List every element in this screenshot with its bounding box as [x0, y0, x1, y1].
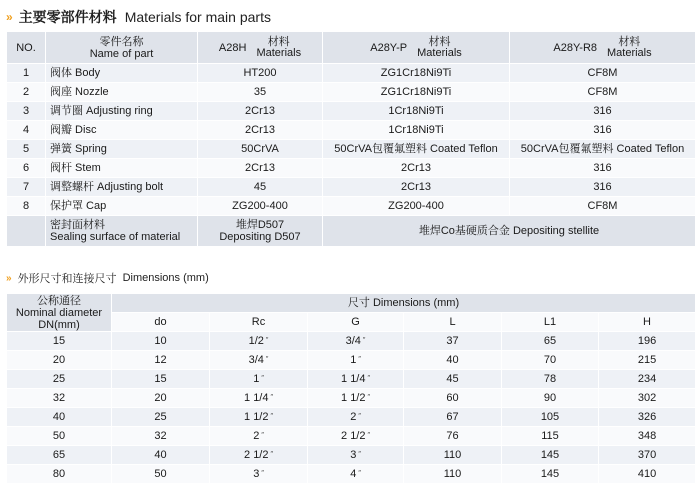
inch-mark: ″ — [358, 413, 361, 420]
dn-cell: 20 — [7, 351, 112, 370]
l1-cell: 65 — [502, 332, 599, 351]
seal-a28h-cell — [198, 216, 323, 247]
dn-cell: 32 — [7, 389, 112, 408]
seal-name-cn: 密封面材料 — [50, 219, 105, 231]
g-value: 1 — [350, 354, 357, 366]
col-header-l: L — [404, 313, 502, 332]
g-cell — [308, 446, 404, 465]
inch-mark: ″ — [358, 356, 361, 363]
inch-mark: ″ — [261, 470, 264, 477]
seal-row — [7, 216, 696, 247]
l-cell: 37 — [404, 332, 502, 351]
table-row — [7, 159, 696, 178]
inch-mark: ″ — [265, 356, 269, 363]
rc-cell — [210, 351, 308, 370]
g-value: 1 1/4 — [341, 373, 366, 385]
a28yp-material-cell: ZG200-400 — [323, 197, 510, 216]
a28h-material-cell: 2Cr13 — [198, 102, 323, 121]
table-row — [7, 64, 696, 83]
h-cell: 302 — [599, 389, 696, 408]
table-row — [7, 370, 696, 389]
chevron-double-right-icon: » — [6, 10, 11, 24]
a28yp-material-cell: ZG1Cr18Ni9Ti — [323, 83, 510, 102]
a28yr8-material-cell: CF8M — [510, 64, 696, 83]
g-cell — [308, 351, 404, 370]
h-cell: 370 — [599, 446, 696, 465]
part-name-cell: 调节圈 Adjusting ring — [46, 102, 198, 121]
table-row — [7, 178, 696, 197]
l-cell: 110 — [404, 446, 502, 465]
part-name-en: Name of part — [89, 47, 154, 60]
a28yp-material-cell: 50CrVA包覆氟塑料 Coated Teflon — [323, 140, 510, 159]
col-header-part — [46, 32, 198, 64]
part-name-cell: 调整螺杆 Adjusting bolt — [46, 178, 198, 197]
table-row — [7, 351, 696, 370]
materials-table — [6, 31, 696, 247]
rc-cell — [210, 389, 308, 408]
part-name-cell: 阀座 Nozzle — [46, 83, 198, 102]
h-cell: 234 — [599, 370, 696, 389]
material-label-cn: 材料 — [267, 35, 290, 48]
material-label-cn: 材料 — [428, 35, 451, 48]
materials-title-cn: 主要零部件材料 — [18, 9, 117, 25]
g-cell — [308, 389, 404, 408]
rc-cell — [210, 427, 308, 446]
a28h-material-cell: HT200 — [198, 64, 323, 83]
table-row — [7, 408, 696, 427]
model-a28yr8: A28Y-R8 — [553, 41, 597, 54]
dn-cell: 25 — [7, 370, 112, 389]
a28yr8-material-cell: 316 — [510, 178, 696, 197]
a28yp-material-cell: 1Cr18Ni9Ti — [323, 102, 510, 121]
part-name-cn: 零件名称 — [99, 35, 144, 48]
inch-mark: ″ — [358, 451, 361, 458]
a28h-material-cell: 50CrVA — [198, 140, 323, 159]
rc-cell — [210, 370, 308, 389]
table-row — [7, 332, 696, 351]
row-no-cell: 7 — [7, 178, 46, 197]
l-cell: 60 — [404, 389, 502, 408]
inch-mark: ″ — [265, 337, 269, 344]
l-cell: 110 — [404, 465, 502, 484]
dimensions-title-en: Dimensions (mm) — [122, 272, 209, 284]
seal-other-cell: 堆焊Co基硬质合金 Depositing stellite — [323, 216, 696, 247]
seal-name-en: Sealing surface of material — [50, 231, 181, 243]
do-cell: 20 — [112, 389, 210, 408]
part-name-cell: 阀杆 Stem — [46, 159, 198, 178]
row-no-cell: 2 — [7, 83, 46, 102]
a28yp-material-cell: 1Cr18Ni9Ti — [323, 121, 510, 140]
dn-cell: 50 — [7, 427, 112, 446]
inch-mark: ″ — [270, 451, 273, 458]
h-cell: 410 — [599, 465, 696, 484]
inch-mark: ″ — [367, 432, 370, 439]
l1-cell: 115 — [502, 427, 599, 446]
l-cell: 40 — [404, 351, 502, 370]
g-cell — [308, 465, 404, 484]
dimensions-table — [6, 293, 696, 484]
dimensions-header-row — [7, 294, 696, 313]
dimensions-section-title — [6, 270, 209, 286]
col-header-dn — [7, 294, 112, 332]
table-row — [7, 102, 696, 121]
a28yr8-material-cell: 316 — [510, 102, 696, 121]
row-no-cell: 4 — [7, 121, 46, 140]
g-cell — [308, 370, 404, 389]
table-row — [7, 389, 696, 408]
col-header-a28yp — [323, 32, 510, 64]
seal-no-cell — [7, 216, 46, 247]
rc-cell — [210, 408, 308, 427]
rc-value: 1/2 — [248, 335, 264, 347]
col-header-rc: Rc — [210, 313, 308, 332]
seal-a28h-en: Depositing D507 — [219, 231, 301, 243]
row-no-cell: 1 — [7, 64, 46, 83]
rc-value: 2 1/2 — [244, 449, 269, 461]
material-label-en: Materials — [256, 46, 302, 59]
table-row — [7, 83, 696, 102]
g-value: 4 — [350, 468, 357, 480]
dimensions-span-header: 尺寸 Dimensions (mm) — [112, 294, 696, 313]
table-row — [7, 197, 696, 216]
l-cell: 45 — [404, 370, 502, 389]
row-no-cell: 5 — [7, 140, 46, 159]
inch-mark: ″ — [261, 375, 264, 382]
inch-mark: ″ — [358, 470, 361, 477]
dimensions-title-cn: 外形尺寸和连接尺寸 — [17, 273, 117, 285]
do-cell: 15 — [112, 370, 210, 389]
a28yp-material-cell: 2Cr13 — [323, 159, 510, 178]
table-row — [7, 427, 696, 446]
l1-cell: 145 — [502, 446, 599, 465]
inch-mark: ″ — [362, 337, 366, 344]
h-cell: 348 — [599, 427, 696, 446]
dn-cell: 80 — [7, 465, 112, 484]
col-header-do: do — [112, 313, 210, 332]
rc-cell — [210, 332, 308, 351]
seal-a28h-cn: 堆焊D507 — [235, 219, 285, 231]
l1-cell: 145 — [502, 465, 599, 484]
g-cell — [308, 408, 404, 427]
materials-title-en: Materials for main parts — [124, 9, 271, 25]
table-row — [7, 465, 696, 484]
materials-header-row — [7, 32, 696, 64]
model-a28yp: A28Y-P — [370, 41, 408, 54]
g-value: 2 1/2 — [341, 430, 366, 442]
a28yr8-material-cell: 316 — [510, 159, 696, 178]
material-label-en: Materials — [607, 46, 652, 59]
dn-cell: 65 — [7, 446, 112, 465]
do-cell: 40 — [112, 446, 210, 465]
a28h-material-cell: 2Cr13 — [198, 121, 323, 140]
a28yr8-material-cell: 50CrVA包覆氟塑料 Coated Teflon — [510, 140, 696, 159]
row-no-cell: 3 — [7, 102, 46, 121]
dn-label-cn: 公称通径 — [37, 294, 81, 307]
h-cell: 215 — [599, 351, 696, 370]
rc-value: 1 1/4 — [244, 392, 269, 404]
col-header-h: H — [599, 313, 696, 332]
do-cell: 25 — [112, 408, 210, 427]
a28yp-material-cell: 2Cr13 — [323, 178, 510, 197]
part-name-cell: 保护罩 Cap — [46, 197, 198, 216]
a28h-material-cell: 2Cr13 — [198, 159, 323, 178]
inch-mark: ″ — [270, 413, 273, 420]
inch-mark: ″ — [367, 394, 370, 401]
a28h-material-cell: 45 — [198, 178, 323, 197]
g-value: 3 — [350, 449, 357, 461]
a28yr8-material-cell: CF8M — [510, 197, 696, 216]
h-cell: 196 — [599, 332, 696, 351]
l1-cell: 70 — [502, 351, 599, 370]
a28yr8-material-cell: CF8M — [510, 83, 696, 102]
rc-cell — [210, 446, 308, 465]
l1-cell: 90 — [502, 389, 599, 408]
g-value: 2 — [350, 411, 357, 423]
rc-value: 1 — [253, 373, 260, 385]
col-header-g: G — [308, 313, 404, 332]
dn-label-unit: DN(mm) — [38, 318, 80, 331]
dn-cell: 15 — [7, 332, 112, 351]
h-cell: 326 — [599, 408, 696, 427]
dn-cell: 40 — [7, 408, 112, 427]
dn-label-en: Nominal diameter — [15, 306, 103, 319]
chevron-double-right-icon: » — [6, 272, 10, 284]
rc-cell — [210, 465, 308, 484]
l1-cell: 105 — [502, 408, 599, 427]
do-cell: 32 — [112, 427, 210, 446]
col-header-l1: L1 — [502, 313, 599, 332]
part-name-cell: 阀瓣 Disc — [46, 121, 198, 140]
col-header-a28h — [198, 32, 323, 64]
row-no-cell: 6 — [7, 159, 46, 178]
g-cell — [308, 332, 404, 351]
material-label-en: Materials — [417, 46, 462, 59]
part-name-cell: 阀体 Body — [46, 64, 198, 83]
col-header-no: NO. — [7, 32, 46, 64]
do-cell: 12 — [112, 351, 210, 370]
do-cell: 10 — [112, 332, 210, 351]
seal-name-cell — [46, 216, 198, 247]
g-value: 3/4 — [345, 335, 361, 347]
materials-section-title — [6, 7, 271, 27]
table-row — [7, 121, 696, 140]
g-cell — [308, 427, 404, 446]
l-cell: 67 — [404, 408, 502, 427]
l1-cell: 78 — [502, 370, 599, 389]
inch-mark: ″ — [367, 375, 370, 382]
l-cell: 76 — [404, 427, 502, 446]
material-label-cn: 材料 — [618, 35, 641, 48]
a28yr8-material-cell: 316 — [510, 121, 696, 140]
inch-mark: ″ — [261, 432, 264, 439]
part-name-cell: 弹簧 Spring — [46, 140, 198, 159]
a28h-material-cell: ZG200-400 — [198, 197, 323, 216]
do-cell: 50 — [112, 465, 210, 484]
rc-value: 2 — [253, 430, 260, 442]
rc-value: 3 — [253, 468, 260, 480]
model-a28h: A28H — [218, 41, 247, 54]
table-row — [7, 446, 696, 465]
rc-value: 1 1/2 — [244, 411, 269, 423]
a28yp-material-cell: ZG1Cr18Ni9Ti — [323, 64, 510, 83]
table-row — [7, 140, 696, 159]
col-header-a28yr8 — [510, 32, 696, 64]
rc-value: 3/4 — [248, 354, 264, 366]
g-value: 1 1/2 — [341, 392, 366, 404]
row-no-cell: 8 — [7, 197, 46, 216]
inch-mark: ″ — [270, 394, 273, 401]
a28h-material-cell: 35 — [198, 83, 323, 102]
